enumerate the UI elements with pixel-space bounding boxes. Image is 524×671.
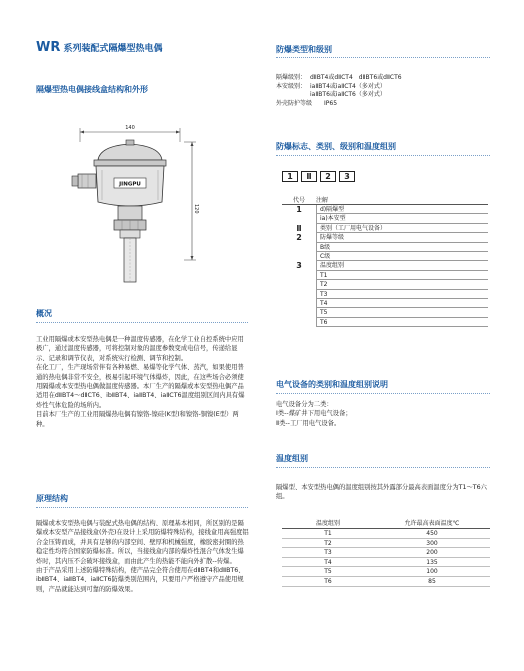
- table-row: T3 200: [282, 548, 490, 558]
- heading-overview: 概况: [36, 309, 52, 318]
- grade-line: iaⅡBT6或iaⅡCT6（多对式）: [310, 91, 386, 99]
- table-row: C级: [282, 252, 488, 261]
- table-row: T2 300: [282, 539, 490, 549]
- table-row: 2 防爆等级: [282, 233, 488, 242]
- class-text: [276, 400, 490, 428]
- table-row: B级: [282, 243, 488, 252]
- principle-paragraph: 由于产品采用上述防爆特殊结构，使产品完全符合使用在dⅡBT4和dⅡBT6、ibⅡBT4、iaⅡBT4、iaⅡCT6防爆类别范围内，只要用户严格遵守产品使用规则，产品就能达到可靠的防爆效果。: [36, 567, 245, 593]
- grade-line: 隔爆级别： dⅡBT4或dⅡCT4 dⅡBT6或dⅡCT6: [276, 74, 402, 81]
- divider: [276, 393, 490, 394]
- table-row: T3: [282, 290, 488, 299]
- divider: [36, 322, 248, 323]
- table-row: T2: [282, 280, 488, 289]
- mark-box: 2: [320, 171, 336, 182]
- divider: [276, 467, 490, 468]
- temp-table-header: 温度组别 允许最高表面温度℃: [282, 519, 490, 529]
- title-prefix: WR: [36, 40, 61, 55]
- overview-text: [36, 335, 250, 429]
- page-title: [36, 40, 163, 55]
- heading-grade: 防爆类型和级别: [276, 45, 332, 54]
- heading-temp: 温度组别: [276, 454, 308, 463]
- table-row: T4: [282, 299, 488, 308]
- title-rest: 系列装配式隔爆型热电偶: [63, 44, 163, 54]
- overview-paragraph: 工业用隔爆或本安型热电偶是一种温度传感器，在化学工业自控系统中应用极广，通过温度传感器，可将控制对象的温度参数变成电信号，传递给显示、记录和调节仪表，对系统实行检测、调节和控制。: [36, 336, 244, 362]
- dim-width-label: 140: [125, 125, 135, 131]
- table-row: T5: [282, 308, 488, 317]
- table-row: T1: [282, 271, 488, 280]
- class-line: Ⅰ类--煤矿井下用电气设备；: [276, 410, 352, 418]
- class-line: Ⅱ类--工厂用电气设备。: [276, 419, 341, 427]
- table-row: ia)本安型: [282, 214, 488, 223]
- heading-class: 电气设备的类别和温度组别说明: [276, 380, 388, 389]
- divider: [276, 155, 490, 156]
- junction-box-drawing: [50, 120, 200, 290]
- table-row: 1 d)隔爆型: [282, 205, 488, 214]
- grade-line: 本安级别： iaⅡBT4或iaⅡCT4（多对式）: [276, 82, 386, 90]
- overview-paragraph: 在化工厂，生产现场常伴有各种易燃、易爆等化学气体、蒸汽，如果使用普通的热电偶非常不安全，极易引起环境气体爆炸，因此，在这些场合必须使用隔爆或本安型热电偶做温度传感器。本厂生产的隔爆或本安型热电偶产品适用在dⅡBT4～dⅡCT6、ibⅡBT4、iaⅡBT4、iaⅡCT6温度组别区间内具有爆炸性气体危险的场所内。: [36, 364, 245, 409]
- table-row: 3 温度组别: [282, 261, 488, 270]
- temp-intro: 隔爆型、本安型热电偶的温度组别按其外露部分最高表面温度分为T1～T6六组。: [276, 484, 487, 501]
- table-row: T6: [282, 318, 488, 327]
- code-table-header: 代号 注解: [282, 196, 488, 205]
- brand-label: JINGPU: [119, 181, 141, 188]
- heading-mark: 防爆标志、类别、级别和温度组别: [276, 142, 396, 151]
- principle-paragraph: 隔爆或本安型热电偶与装配式热电偶的结构、原理基本相同，所区别的是隔爆或本安型产品接线盒(外壳)在设计上采用防爆特殊结构，接线盒用高强度铝合金压铸而成，并具有足够的内部空间、壁厚和机械强度，橡胶密封圈的热稳定性均符合国家防爆标准。所以，当接线盒内部的爆炸性混合气体发生爆炸时，其内压不会破坏接线盒，而由此产生的热能不能向外扩散--传爆。: [36, 520, 249, 565]
- class-line: 电气设备分为二类：: [276, 401, 333, 408]
- heading-structure: 隔爆型热电偶接线盒结构和外形: [36, 85, 148, 94]
- dim-height-label: 120: [193, 204, 199, 214]
- code-table: [282, 196, 488, 327]
- mark-box: Ⅱ: [301, 171, 317, 182]
- divider: [36, 507, 248, 508]
- table-row: Ⅱ 类别（工厂用电气设备）: [282, 224, 488, 233]
- table-row: T6 85: [282, 577, 490, 587]
- principle-text: [36, 519, 250, 594]
- table-row: T5 100: [282, 567, 490, 577]
- divider: [276, 57, 490, 58]
- grade-lines: [276, 74, 402, 109]
- overview-paragraph: 目前本厂生产的工业用隔爆热电偶有镍铬-镍硅(K型)和镍铬-铜镍(E型）两种。: [36, 411, 239, 428]
- mark-box: 1: [282, 171, 298, 182]
- table-row: T1 450: [282, 529, 490, 539]
- mark-boxes: [282, 171, 355, 182]
- temp-table: [282, 519, 490, 587]
- mark-box: 3: [339, 171, 355, 182]
- table-row: T4 135: [282, 558, 490, 568]
- grade-line: 外壳防护等级 IP65: [276, 100, 338, 108]
- heading-principle: 原理结构: [36, 494, 68, 503]
